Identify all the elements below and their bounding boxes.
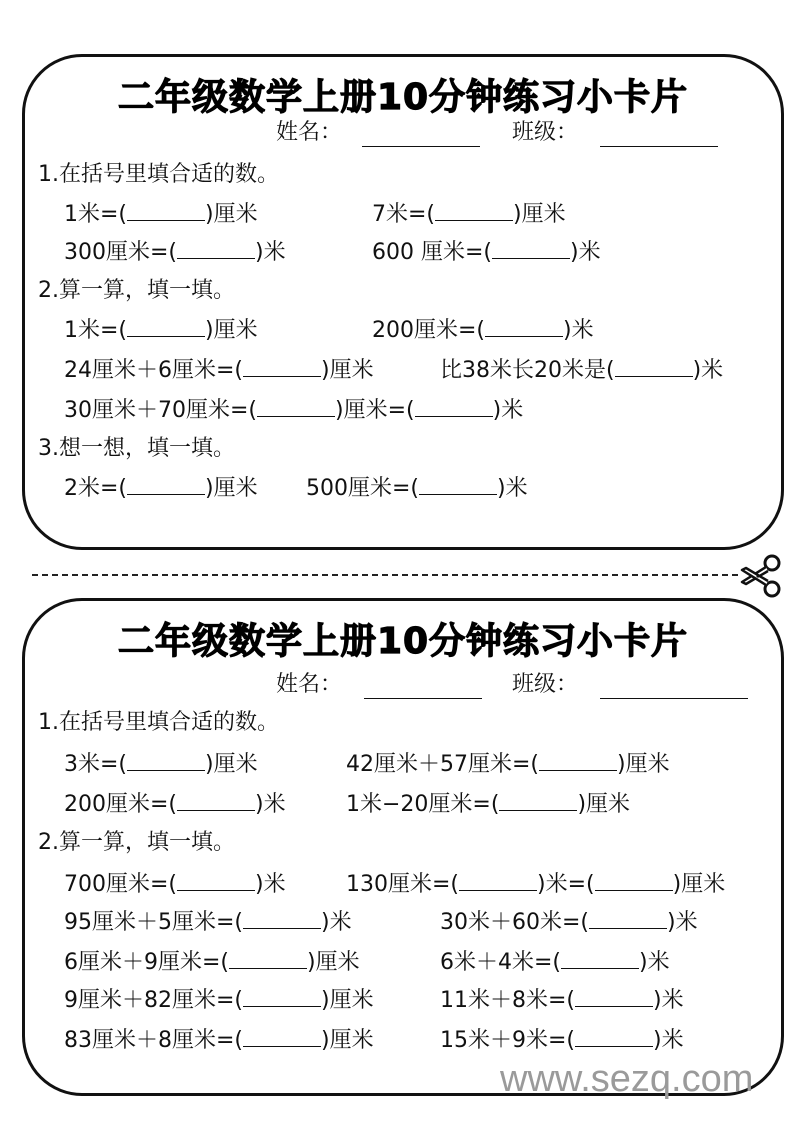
question-text: )米	[667, 910, 698, 935]
class-label: 班级：	[512, 120, 579, 145]
question-row	[440, 950, 670, 974]
question-row	[64, 1028, 374, 1052]
question-row	[64, 318, 258, 342]
question-text: )厘米	[321, 1028, 374, 1053]
question-row	[64, 988, 374, 1012]
question-row	[440, 910, 698, 934]
question-text: 15米＋9米=(	[440, 1028, 576, 1053]
card-title: 二年级数学上册10分钟练习小卡片	[117, 621, 689, 662]
question-text: )米	[692, 358, 724, 383]
question-row	[372, 202, 566, 226]
question-text: )厘米	[617, 752, 670, 777]
answer-blank[interactable]	[539, 752, 617, 771]
answer-blank[interactable]	[177, 872, 255, 891]
section-heading: 1.在括号里填合适的数。	[38, 710, 279, 735]
watermark: www.sezq.com	[500, 1058, 754, 1100]
class-label: 班级：	[512, 672, 579, 697]
question-text: 30厘米＋70厘米=(	[64, 398, 258, 423]
question-row	[346, 872, 725, 896]
answer-blank[interactable]	[492, 240, 570, 259]
answer-blank[interactable]	[243, 910, 321, 929]
answer-blank[interactable]	[459, 872, 537, 891]
question-row	[372, 318, 594, 342]
question-text: 1米=(	[64, 202, 128, 227]
section-heading: 3.想一想，填一填。	[38, 436, 235, 461]
question-row	[440, 1028, 684, 1052]
question-row	[64, 910, 352, 934]
answer-blank[interactable]	[243, 1028, 321, 1047]
question-text: )米	[653, 988, 684, 1013]
answer-blank[interactable]	[257, 398, 335, 417]
question-text: )米	[563, 318, 594, 343]
answer-blank[interactable]	[177, 240, 255, 259]
name-label: 姓名：	[276, 672, 343, 697]
question-text: 300厘米=(	[64, 240, 178, 265]
question-text: 130厘米=(	[346, 872, 460, 897]
question-text: 700厘米=(	[64, 872, 178, 897]
scissors-icon	[736, 552, 784, 600]
question-text: )厘米	[513, 202, 566, 227]
question-text: 比38米长20米是(	[440, 358, 615, 383]
question-row	[64, 872, 286, 896]
section-heading: 2.算一算，填一填。	[38, 830, 235, 855]
question-text: )米	[639, 950, 670, 975]
name-label: 姓名：	[276, 120, 343, 145]
question-row	[64, 752, 258, 776]
question-text: 42厘米＋57厘米=(	[346, 752, 540, 777]
question-row	[306, 476, 528, 500]
question-row	[64, 240, 286, 264]
question-text: 1米=(	[64, 318, 128, 343]
answer-blank[interactable]	[615, 358, 693, 377]
question-text: )厘米	[577, 792, 631, 817]
question-text: 24厘米＋6厘米=(	[64, 358, 244, 383]
question-text: )米=(	[537, 872, 595, 897]
question-text: 1米−20厘米=(	[346, 792, 500, 817]
answer-blank[interactable]	[127, 318, 205, 337]
answer-blank[interactable]	[229, 950, 307, 969]
question-text: 3米=(	[64, 752, 128, 777]
question-text: )厘米	[672, 872, 726, 897]
section-heading: 2.算一算，填一填。	[38, 278, 235, 303]
question-row	[346, 792, 630, 816]
question-text: )厘米	[205, 476, 258, 501]
question-text: )米	[321, 910, 352, 935]
answer-blank[interactable]	[415, 398, 493, 417]
question-text: )米	[255, 792, 286, 817]
question-text: )米	[255, 240, 286, 265]
question-text: 2米=(	[64, 476, 128, 501]
question-row	[372, 240, 601, 264]
answer-blank[interactable]	[575, 1028, 653, 1047]
question-text: )米	[492, 398, 524, 423]
question-text: )厘米	[321, 358, 374, 383]
question-row	[440, 358, 723, 382]
answer-blank[interactable]	[243, 358, 321, 377]
answer-blank[interactable]	[561, 950, 639, 969]
question-row	[64, 358, 374, 382]
question-row	[346, 752, 670, 776]
question-text: )厘米=(	[335, 398, 415, 423]
answer-blank[interactable]	[435, 202, 513, 221]
name-field[interactable]	[364, 680, 482, 699]
question-text: )米	[255, 872, 286, 897]
question-row	[64, 476, 258, 500]
answer-blank[interactable]	[575, 988, 653, 1007]
question-row	[440, 988, 684, 1012]
question-text: 9厘米＋82厘米=(	[64, 988, 244, 1013]
name-field[interactable]	[362, 128, 480, 147]
answer-blank[interactable]	[589, 910, 667, 929]
question-text: 95厘米＋5厘米=(	[64, 910, 244, 935]
question-row	[64, 792, 286, 816]
answer-blank[interactable]	[499, 792, 577, 811]
question-text: 200厘米=(	[372, 318, 486, 343]
question-row	[64, 398, 523, 422]
class-field[interactable]	[600, 128, 718, 147]
answer-blank[interactable]	[127, 202, 205, 221]
answer-blank[interactable]	[127, 752, 205, 771]
question-text: 83厘米＋8厘米=(	[64, 1028, 244, 1053]
question-text: 200厘米=(	[64, 792, 178, 817]
answer-blank[interactable]	[243, 988, 321, 1007]
section-heading: 1.在括号里填合适的数。	[38, 162, 279, 187]
question-text: )米	[497, 476, 528, 501]
question-row	[64, 202, 258, 226]
card-title: 二年级数学上册10分钟练习小卡片	[117, 77, 689, 118]
class-field[interactable]	[600, 680, 748, 699]
question-text: )厘米	[205, 318, 258, 343]
answer-blank[interactable]	[419, 476, 497, 495]
question-text: 6厘米＋9厘米=(	[64, 950, 230, 975]
question-text: 6米＋4米=(	[440, 950, 562, 975]
question-text: )厘米	[307, 950, 360, 975]
answer-blank[interactable]	[595, 872, 673, 891]
question-text: )米	[570, 240, 601, 265]
question-text: 30米＋60米=(	[440, 910, 590, 935]
question-text: 500厘米=(	[306, 476, 420, 501]
answer-blank[interactable]	[127, 476, 205, 495]
question-row	[64, 950, 360, 974]
question-text: )厘米	[321, 988, 374, 1013]
cut-line	[32, 574, 738, 576]
question-text: )厘米	[205, 202, 258, 227]
question-text: 11米＋8米=(	[440, 988, 576, 1013]
question-text: )米	[653, 1028, 684, 1053]
answer-blank[interactable]	[485, 318, 563, 337]
question-text: 600 厘米=(	[372, 240, 493, 265]
question-text: 7米=(	[372, 202, 436, 227]
answer-blank[interactable]	[177, 792, 255, 811]
question-text: )厘米	[205, 752, 258, 777]
